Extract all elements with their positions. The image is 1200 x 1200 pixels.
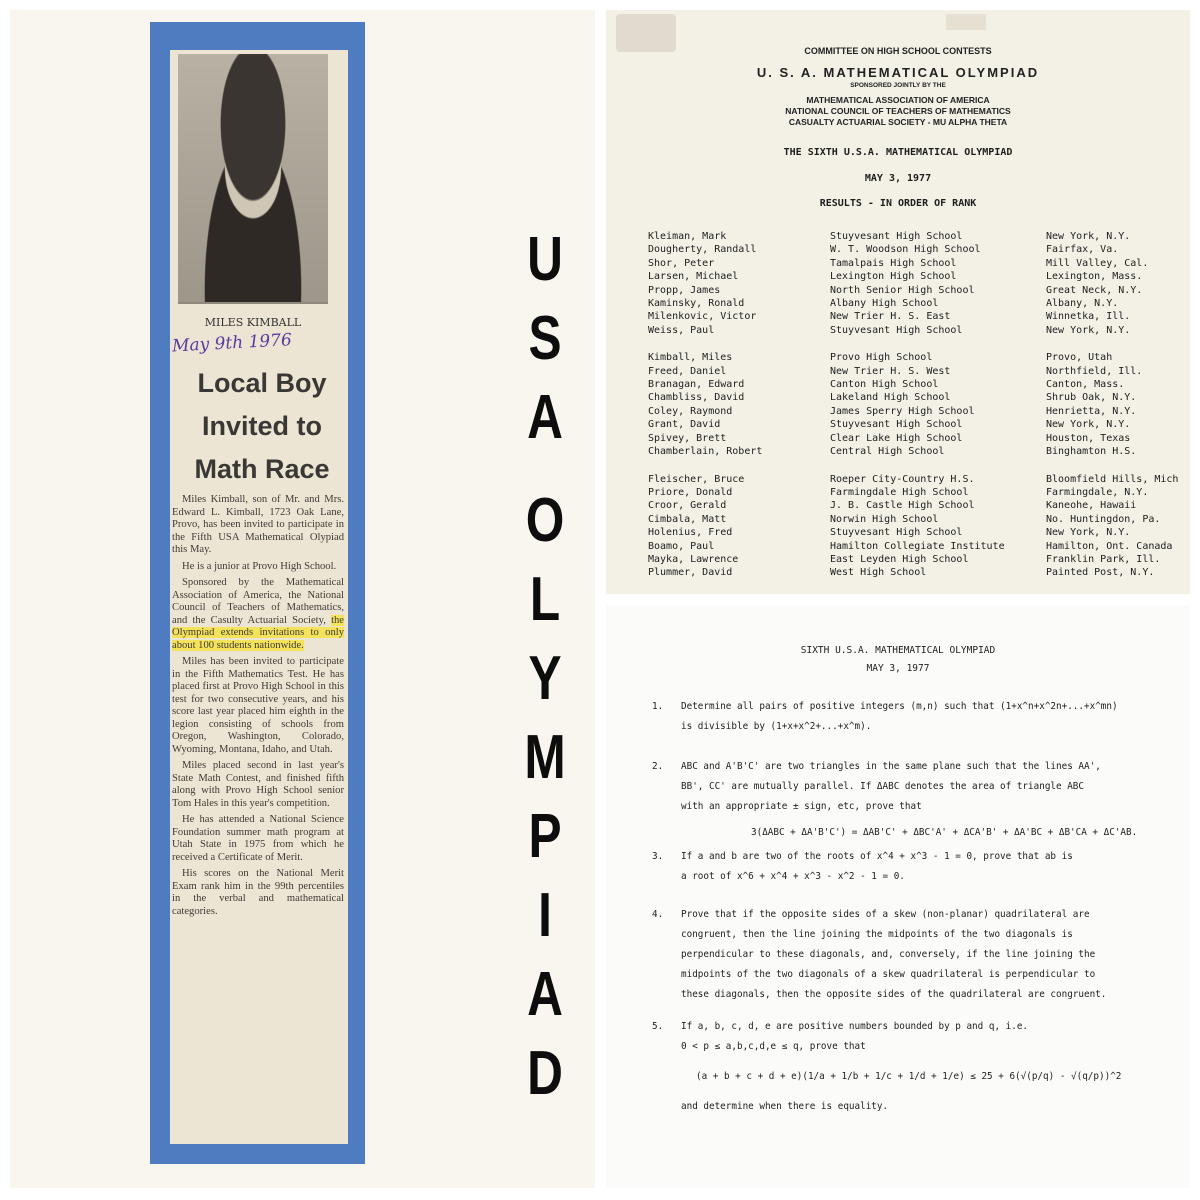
problem-line: congruent, then the line joining the midpoints of the two diagonals is — [681, 929, 1073, 940]
article-paragraph: Miles placed second in last year's State Math Contest, and finished fifth along with Provo High School senior Tom Hales in this year's competition. — [172, 760, 344, 809]
problem-line: BB', CC' are mutually parallel. If ΔABC denotes the area of triangle ABC — [681, 781, 1084, 792]
location: Mill Valley, Cal. — [1046, 257, 1149, 269]
location: Farmingdale, N.Y. — [1046, 486, 1149, 498]
problem-line: midpoints of the two diagonals of a skew quadrilateral is perpendicular to — [681, 969, 1096, 980]
school-name: Albany High School — [830, 298, 939, 310]
student-name: Holenius, Fred — [648, 527, 733, 539]
location: Great Neck, N.Y. — [1046, 284, 1143, 296]
location: Albany, N.Y. — [1046, 298, 1119, 310]
title-letter: U — [527, 225, 563, 294]
paper-stain — [946, 14, 986, 30]
problem-line: If a, b, c, d, e are positive numbers bounded by p and q, i.e. — [681, 1021, 1029, 1032]
problem-formula: 3(ΔABC + ΔA'B'C') = ΔAB'C' + ΔBC'A' + ΔCA'B' + ΔA'BC + ΔB'CA + ΔC'AB. — [751, 827, 1138, 838]
title-letter: A — [527, 383, 563, 452]
article-paragraph: He has attended a National Science Foundation summer math program at Utah State in 1975 from which he received a Certificate of Merit. — [172, 814, 344, 863]
article-body — [172, 494, 344, 922]
title-letter: P — [528, 802, 562, 871]
location: Provo, Utah — [1046, 352, 1113, 364]
locations-column — [1046, 230, 1178, 594]
problem-line: these diagonals, then the opposite sides of the quadrilateral are congruent. — [681, 989, 1107, 1000]
student-name: Branagan, Edward — [648, 379, 745, 391]
rank-group — [648, 473, 762, 580]
problem-line: Prove that if the opposite sides of a skew (non-planar) quadrilateral are — [681, 909, 1090, 920]
problem-text — [681, 905, 1171, 1005]
school-name: Canton High School — [830, 379, 939, 391]
student-name: Kaminsky, Ronald — [648, 298, 745, 310]
student-name: Cimbala, Matt — [648, 513, 727, 525]
school-name: Stuyvesant High School — [830, 527, 963, 539]
location: New York, N.Y. — [1046, 231, 1131, 242]
committee-heading: COMMITTEE ON HIGH SCHOOL CONTESTS — [804, 46, 992, 56]
problem-text — [681, 757, 1171, 843]
problem-line: Determine all pairs of positive integers (m,n) such that (1+x^n+x^2n+...+x^mn) — [681, 701, 1118, 712]
sponsor-list — [606, 95, 1190, 128]
school-name: West High School — [830, 567, 927, 579]
student-name: Dougherty, Randall — [648, 244, 757, 256]
photo-caption: MILES KIMBALL — [204, 316, 302, 329]
school-name: Stuyvesant High School — [830, 231, 963, 242]
school-name: Clear Lake High School — [830, 432, 963, 444]
problem-line: perpendicular to these diagonals, and, conversely, if the line joining the — [681, 949, 1096, 960]
problem-text — [681, 697, 1171, 737]
school-name: Hamilton Collegiate Institute — [830, 540, 1005, 552]
school-name: East Leyden High School — [830, 553, 969, 565]
problem-line: with an appropriate ± sign, etc, prove that — [681, 801, 922, 812]
handwritten-date: May 9th 1976 — [171, 330, 293, 357]
student-name: Croor, Gerald — [648, 500, 727, 512]
location: New York, N.Y. — [1046, 527, 1131, 539]
school-name: Lakeland High School — [830, 392, 951, 404]
location: Winnetka, Ill. — [1046, 311, 1131, 323]
school-name: New Trier H. S. West — [830, 365, 951, 377]
student-name: Fleischer, Bruce — [648, 473, 745, 485]
student-name: Kleiman, Mark — [648, 231, 727, 242]
student-name: Boamo, Paul — [648, 540, 715, 552]
sponsor-text: Sponsored by the Mathematical Association of America, the National Council of Teachers of Mathematics, and the Casulty Actuarial Society, — [172, 577, 344, 626]
problems-title: SIXTH U.S.A. MATHEMATICAL OLYMPIAD — [800, 645, 996, 656]
location: Northfield, Ill. — [1046, 365, 1143, 377]
student-name: Mayka, Lawrence — [648, 553, 739, 565]
sponsor-line: NATIONAL COUNCIL OF TEACHERS OF MATHEMATICS — [785, 106, 1011, 116]
title-letter: O — [525, 486, 565, 555]
location: Lexington, Mass. — [1046, 271, 1143, 283]
location: New York, N.Y. — [1046, 324, 1131, 336]
student-name: Spivey, Brett — [648, 432, 727, 444]
usa-olympiad-vertical-title — [513, 220, 577, 1113]
article-paragraph: He is a junior at Provo High School. — [182, 560, 337, 572]
student-name: Priore, Donald — [648, 486, 733, 498]
school-name: Lexington High School — [830, 271, 957, 283]
title-letter: Y — [528, 644, 562, 713]
results-subtitle: RESULTS - IN ORDER OF RANK — [819, 198, 977, 209]
problem-number: 3. — [652, 851, 664, 862]
student-name: Larsen, Michael — [648, 271, 739, 283]
results-sheet — [606, 10, 1190, 594]
student-name: Propp, James — [648, 284, 721, 296]
location: Franklin Park, Ill. — [1046, 553, 1161, 565]
title-letter: L — [529, 565, 561, 634]
student-name: Grant, David — [648, 419, 721, 431]
school-name: Provo High School — [830, 352, 933, 364]
location: Fairfax, Va. — [1046, 244, 1119, 256]
location: Hamilton, Ont. Canada — [1046, 540, 1173, 552]
student-name: Chambliss, David — [648, 392, 745, 404]
problem-line: 0 < p ≤ a,b,c,d,e ≤ q, prove that — [681, 1041, 866, 1052]
location: Henrietta, N.Y. — [1046, 405, 1137, 417]
article-paragraph: Miles has been invited to participate in the Fifth Mathematics Test. He has placed first at Provo High School in this test for two consecutive years, and his score last year placed him eighth in the legion consisting of schools from Oregon, Washington, Colorado, Wyoming, Montana, Idaho, and Utah. — [172, 656, 344, 755]
title-spacer — [513, 457, 577, 481]
location: Painted Post, N.Y. — [1046, 567, 1155, 579]
sponsor-line: CASUALTY ACTUARIAL SOCIETY - MU ALPHA THETA — [788, 117, 1008, 127]
school-name: Stuyvesant High School — [830, 324, 963, 336]
rank-group — [830, 473, 1005, 580]
problem-number: 4. — [652, 909, 664, 920]
student-name: Chamberlain, Robert — [648, 446, 763, 458]
school-name: New Trier H. S. East — [830, 311, 951, 323]
school-name: James Sperry High School — [830, 405, 975, 417]
problem-number: 1. — [652, 701, 664, 712]
student-name: Weiss, Paul — [648, 324, 715, 336]
rank-group — [1046, 473, 1178, 580]
problem-line: a root of x^6 + x^4 + x^3 - x^2 - 1 = 0. — [681, 871, 905, 882]
student-name: Plummer, David — [648, 567, 733, 579]
rank-group — [1046, 351, 1178, 458]
school-name: Norwin High School — [830, 513, 939, 525]
location: Shrub Oak, N.Y. — [1046, 392, 1137, 404]
title-letter: A — [527, 960, 563, 1029]
school-name: W. T. Woodson High School — [830, 244, 981, 256]
location: No. Huntingdon, Pa. — [1046, 513, 1161, 525]
location: Kaneohe, Hawaii — [1046, 500, 1137, 512]
clipping-panel — [10, 10, 595, 1188]
school-name: North Senior High School — [830, 284, 975, 296]
newspaper-clipping — [170, 50, 348, 1144]
names-column — [648, 230, 762, 594]
title-letter: D — [527, 1039, 563, 1108]
rank-group — [830, 351, 1005, 458]
problem-text — [681, 1017, 1171, 1117]
article-paragraph-sponsor — [172, 577, 344, 652]
school-name: Farmingdale High School — [830, 486, 969, 498]
school-name: Central High School — [830, 446, 945, 458]
olympiad-heading: U. S. A. MATHEMATICAL OLYMPIAD — [756, 65, 1040, 80]
problems-sheet — [606, 605, 1190, 1188]
headline: Local Boy Invited to Math Race — [194, 368, 330, 484]
results-date: MAY 3, 1977 — [864, 173, 932, 184]
highlighted-text: the Olympiad extends invitations to only about 100 students nationwide. — [172, 614, 345, 651]
problems-date: MAY 3, 1977 — [866, 663, 930, 674]
student-name: Freed, Daniel — [648, 365, 727, 377]
problem-line: is divisible by (1+x+x^2+...+x^m). — [681, 721, 872, 732]
school-name: Roeper City-Country H.S. — [830, 473, 975, 485]
rank-group — [830, 230, 1005, 337]
school-name: Tamalpais High School — [830, 257, 957, 269]
location: Binghamton H.S. — [1046, 446, 1137, 458]
location: Canton, Mass. — [1046, 379, 1125, 391]
rank-group — [648, 351, 762, 458]
portrait-photo — [178, 54, 328, 304]
article-paragraph: Miles Kimball, son of Mr. and Mrs. Edward L. Kimball, 1723 Oak Lane, Provo, has been invited to participate in the Fifth USA Mathematical Olypiad this May. — [172, 494, 344, 555]
rank-group — [648, 230, 762, 337]
sponsored-line: SPONSORED JOINTLY BY THE — [850, 82, 946, 89]
student-name: Milenkovic, Victor — [648, 311, 757, 323]
title-letter: I — [538, 881, 552, 950]
results-title: THE SIXTH U.S.A. MATHEMATICAL OLYMPIAD — [783, 147, 1013, 158]
problem-text — [681, 847, 1171, 887]
article-paragraph: His scores on the National Merit Exam rank him in the 99th percentiles in the verbal and mathematical categories. — [172, 868, 344, 917]
title-letter: M — [524, 723, 566, 792]
sponsor-line: MATHEMATICAL ASSOCIATION OF AMERICA — [806, 95, 990, 105]
location: Houston, Texas — [1046, 432, 1131, 444]
student-name: Coley, Raymond — [648, 405, 733, 417]
rank-group — [1046, 230, 1178, 337]
school-name: Stuyvesant High School — [830, 419, 963, 431]
problem-formula: (a + b + c + d + e)(1/a + 1/b + 1/c + 1/d + 1/e) ≤ 25 + 6(√(p/q) - √(q/p))^2 — [696, 1071, 1122, 1082]
location: New York, N.Y. — [1046, 419, 1131, 431]
problem-number: 2. — [652, 761, 664, 772]
school-name: J. B. Castle High School — [830, 500, 975, 512]
problem-number: 5. — [652, 1021, 664, 1032]
problem-line: and determine when there is equality. — [681, 1101, 889, 1112]
title-letter: S — [528, 304, 562, 373]
schools-column — [830, 230, 1005, 594]
problem-line: ABC and A'B'C' are two triangles in the same plane such that the lines AA', — [681, 761, 1101, 772]
student-name: Kimball, Miles — [648, 352, 733, 364]
location: Bloomfield Hills, Mich — [1046, 473, 1179, 485]
student-name: Shor, Peter — [648, 257, 715, 269]
problem-line: If a and b are two of the roots of x^4 + x^3 - 1 = 0, prove that ab is — [681, 851, 1073, 862]
